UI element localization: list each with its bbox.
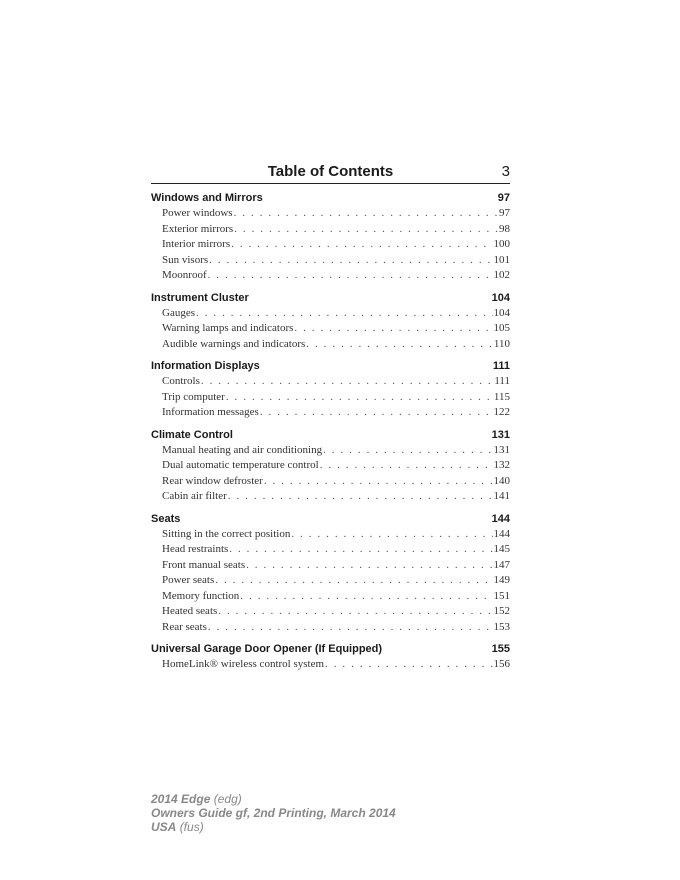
dot-leader — [306, 337, 493, 353]
entry-page: 100 — [493, 238, 510, 250]
entry-page: 151 — [493, 589, 510, 602]
document-footer — [151, 792, 396, 834]
entry-label: Heated seats — [162, 605, 218, 617]
entry-page: 149 — [493, 574, 510, 586]
section-heading[interactable] — [151, 290, 510, 306]
entry-page: 115 — [493, 390, 510, 403]
toc-entry[interactable] — [151, 337, 510, 353]
toc-entry[interactable] — [151, 268, 510, 284]
section-title: Information Displays — [151, 360, 260, 372]
toc-section — [151, 641, 510, 673]
section-page: 144 — [491, 512, 510, 525]
dot-leader — [260, 405, 493, 421]
footer-guide: Owners Guide gf, 2nd Printing, March 2014 — [151, 806, 396, 820]
entry-page: 98 — [499, 222, 510, 235]
toc-entry[interactable] — [151, 527, 510, 543]
toc-entry[interactable] — [151, 253, 510, 269]
entry-page: 153 — [493, 620, 510, 633]
entry-page: 111 — [494, 375, 510, 387]
toc-entry[interactable] — [151, 237, 510, 253]
dot-leader — [218, 604, 492, 620]
dot-leader — [208, 620, 493, 636]
dot-leader — [209, 253, 492, 269]
entry-label: Rear seats — [162, 620, 207, 633]
entry-page: 97 — [499, 207, 510, 219]
toc-entry[interactable] — [151, 558, 510, 574]
toc-entry[interactable] — [151, 589, 510, 605]
entry-label: Sitting in the correct position — [162, 527, 291, 540]
entry-label: Power seats — [162, 574, 215, 586]
section-heading[interactable] — [151, 427, 510, 443]
toc-entry[interactable] — [151, 474, 510, 490]
entry-label: Trip computer — [162, 390, 225, 403]
dot-leader — [320, 458, 493, 474]
entry-label: Dual automatic temperature control — [162, 459, 319, 471]
dot-leader — [246, 558, 492, 574]
entry-label: Information messages — [162, 406, 259, 418]
entry-page: 147 — [493, 558, 510, 571]
footer-model-code: (edg) — [213, 792, 242, 806]
entry-label: Controls — [162, 375, 200, 387]
toc-entry[interactable] — [151, 489, 510, 505]
dot-leader — [201, 374, 493, 390]
entry-page: 144 — [493, 527, 510, 540]
toc-entry[interactable] — [151, 620, 510, 636]
page-title: Table of Contents — [267, 163, 394, 180]
toc-entry[interactable] — [151, 390, 510, 406]
entry-label: Interior mirrors — [162, 238, 231, 250]
section-page: 111 — [492, 360, 510, 372]
toc-entry[interactable] — [151, 405, 510, 421]
section-page: 131 — [491, 428, 510, 441]
entry-label: Exterior mirrors — [162, 222, 234, 235]
footer-market: USA — [151, 820, 177, 834]
entry-label: Head restraints — [162, 543, 229, 555]
dot-leader — [264, 474, 493, 490]
footer-model-line — [151, 792, 396, 806]
entry-label: Audible warnings and indicators — [162, 337, 306, 350]
entry-page: 132 — [493, 459, 510, 471]
dot-leader — [208, 268, 493, 284]
dot-leader — [294, 321, 492, 337]
entry-page: 110 — [493, 337, 510, 350]
section-heading[interactable] — [151, 641, 510, 657]
section-title: Windows and Mirrors — [151, 192, 263, 204]
toc-entry[interactable] — [151, 573, 510, 589]
section-heading[interactable] — [151, 190, 510, 206]
entry-label: Moonroof — [162, 269, 207, 281]
entry-page: 122 — [493, 406, 510, 418]
entry-page: 131 — [493, 443, 510, 456]
entry-page: 145 — [493, 543, 510, 555]
section-title: Climate Control — [151, 428, 233, 441]
section-title: Seats — [151, 512, 181, 525]
dot-leader — [231, 237, 492, 253]
dot-leader — [323, 443, 492, 459]
dot-leader — [325, 657, 492, 673]
toc-header — [151, 161, 510, 184]
toc-section — [151, 511, 510, 636]
dot-leader — [196, 306, 493, 322]
entry-label: Warning lamps and indicators — [162, 322, 294, 334]
entry-label: Gauges — [162, 306, 195, 319]
entry-label: Front manual seats — [162, 558, 246, 571]
entry-page: 156 — [493, 658, 510, 670]
section-title: Instrument Cluster — [151, 291, 249, 304]
dot-leader — [226, 390, 493, 406]
toc-entry[interactable] — [151, 443, 510, 459]
toc-section — [151, 290, 510, 353]
page-number: 3 — [501, 163, 510, 180]
section-title: Universal Garage Door Opener (If Equipped) — [151, 643, 383, 655]
toc-entry[interactable] — [151, 206, 510, 222]
entry-label: Sun visors — [162, 253, 209, 266]
toc-entry[interactable] — [151, 321, 510, 337]
toc-entry[interactable] — [151, 222, 510, 238]
entry-label: Rear window defroster — [162, 474, 263, 487]
footer-market-code: (fus) — [179, 820, 204, 834]
dot-leader — [234, 222, 498, 238]
entry-page: 105 — [493, 322, 510, 334]
entry-label: Cabin air filter — [162, 490, 227, 502]
toc-section — [151, 358, 510, 421]
entry-page: 102 — [493, 269, 510, 281]
dot-leader — [228, 489, 493, 505]
entry-page: 141 — [493, 490, 510, 502]
toc-entry[interactable] — [151, 604, 510, 620]
toc-entry[interactable] — [151, 458, 510, 474]
toc-entry[interactable] — [151, 542, 510, 558]
footer-market-line — [151, 820, 396, 834]
dot-leader — [234, 206, 498, 222]
entry-label: Power windows — [162, 207, 233, 219]
entry-page: 101 — [493, 253, 510, 266]
toc-entry[interactable] — [151, 374, 510, 390]
toc-entry[interactable] — [151, 657, 510, 673]
entry-page: 152 — [493, 605, 510, 617]
toc-sections — [151, 190, 510, 673]
section-page: 97 — [497, 192, 510, 204]
toc-section — [151, 190, 510, 284]
entry-label: Manual heating and air conditioning — [162, 443, 323, 456]
section-heading[interactable] — [151, 358, 510, 374]
section-heading[interactable] — [151, 511, 510, 527]
entry-label: Memory function — [162, 589, 240, 602]
dot-leader — [215, 573, 492, 589]
table-of-contents — [151, 161, 510, 673]
dot-leader — [291, 527, 492, 543]
section-page: 104 — [491, 291, 510, 304]
dot-leader — [229, 542, 492, 558]
entry-page: 140 — [493, 474, 510, 487]
section-page: 155 — [491, 643, 510, 655]
footer-model: 2014 Edge — [151, 792, 211, 806]
toc-entry[interactable] — [151, 306, 510, 322]
toc-section — [151, 427, 510, 505]
entry-page: 104 — [493, 306, 510, 319]
dot-leader — [240, 589, 492, 605]
entry-label: HomeLink® wireless control system — [162, 658, 325, 670]
